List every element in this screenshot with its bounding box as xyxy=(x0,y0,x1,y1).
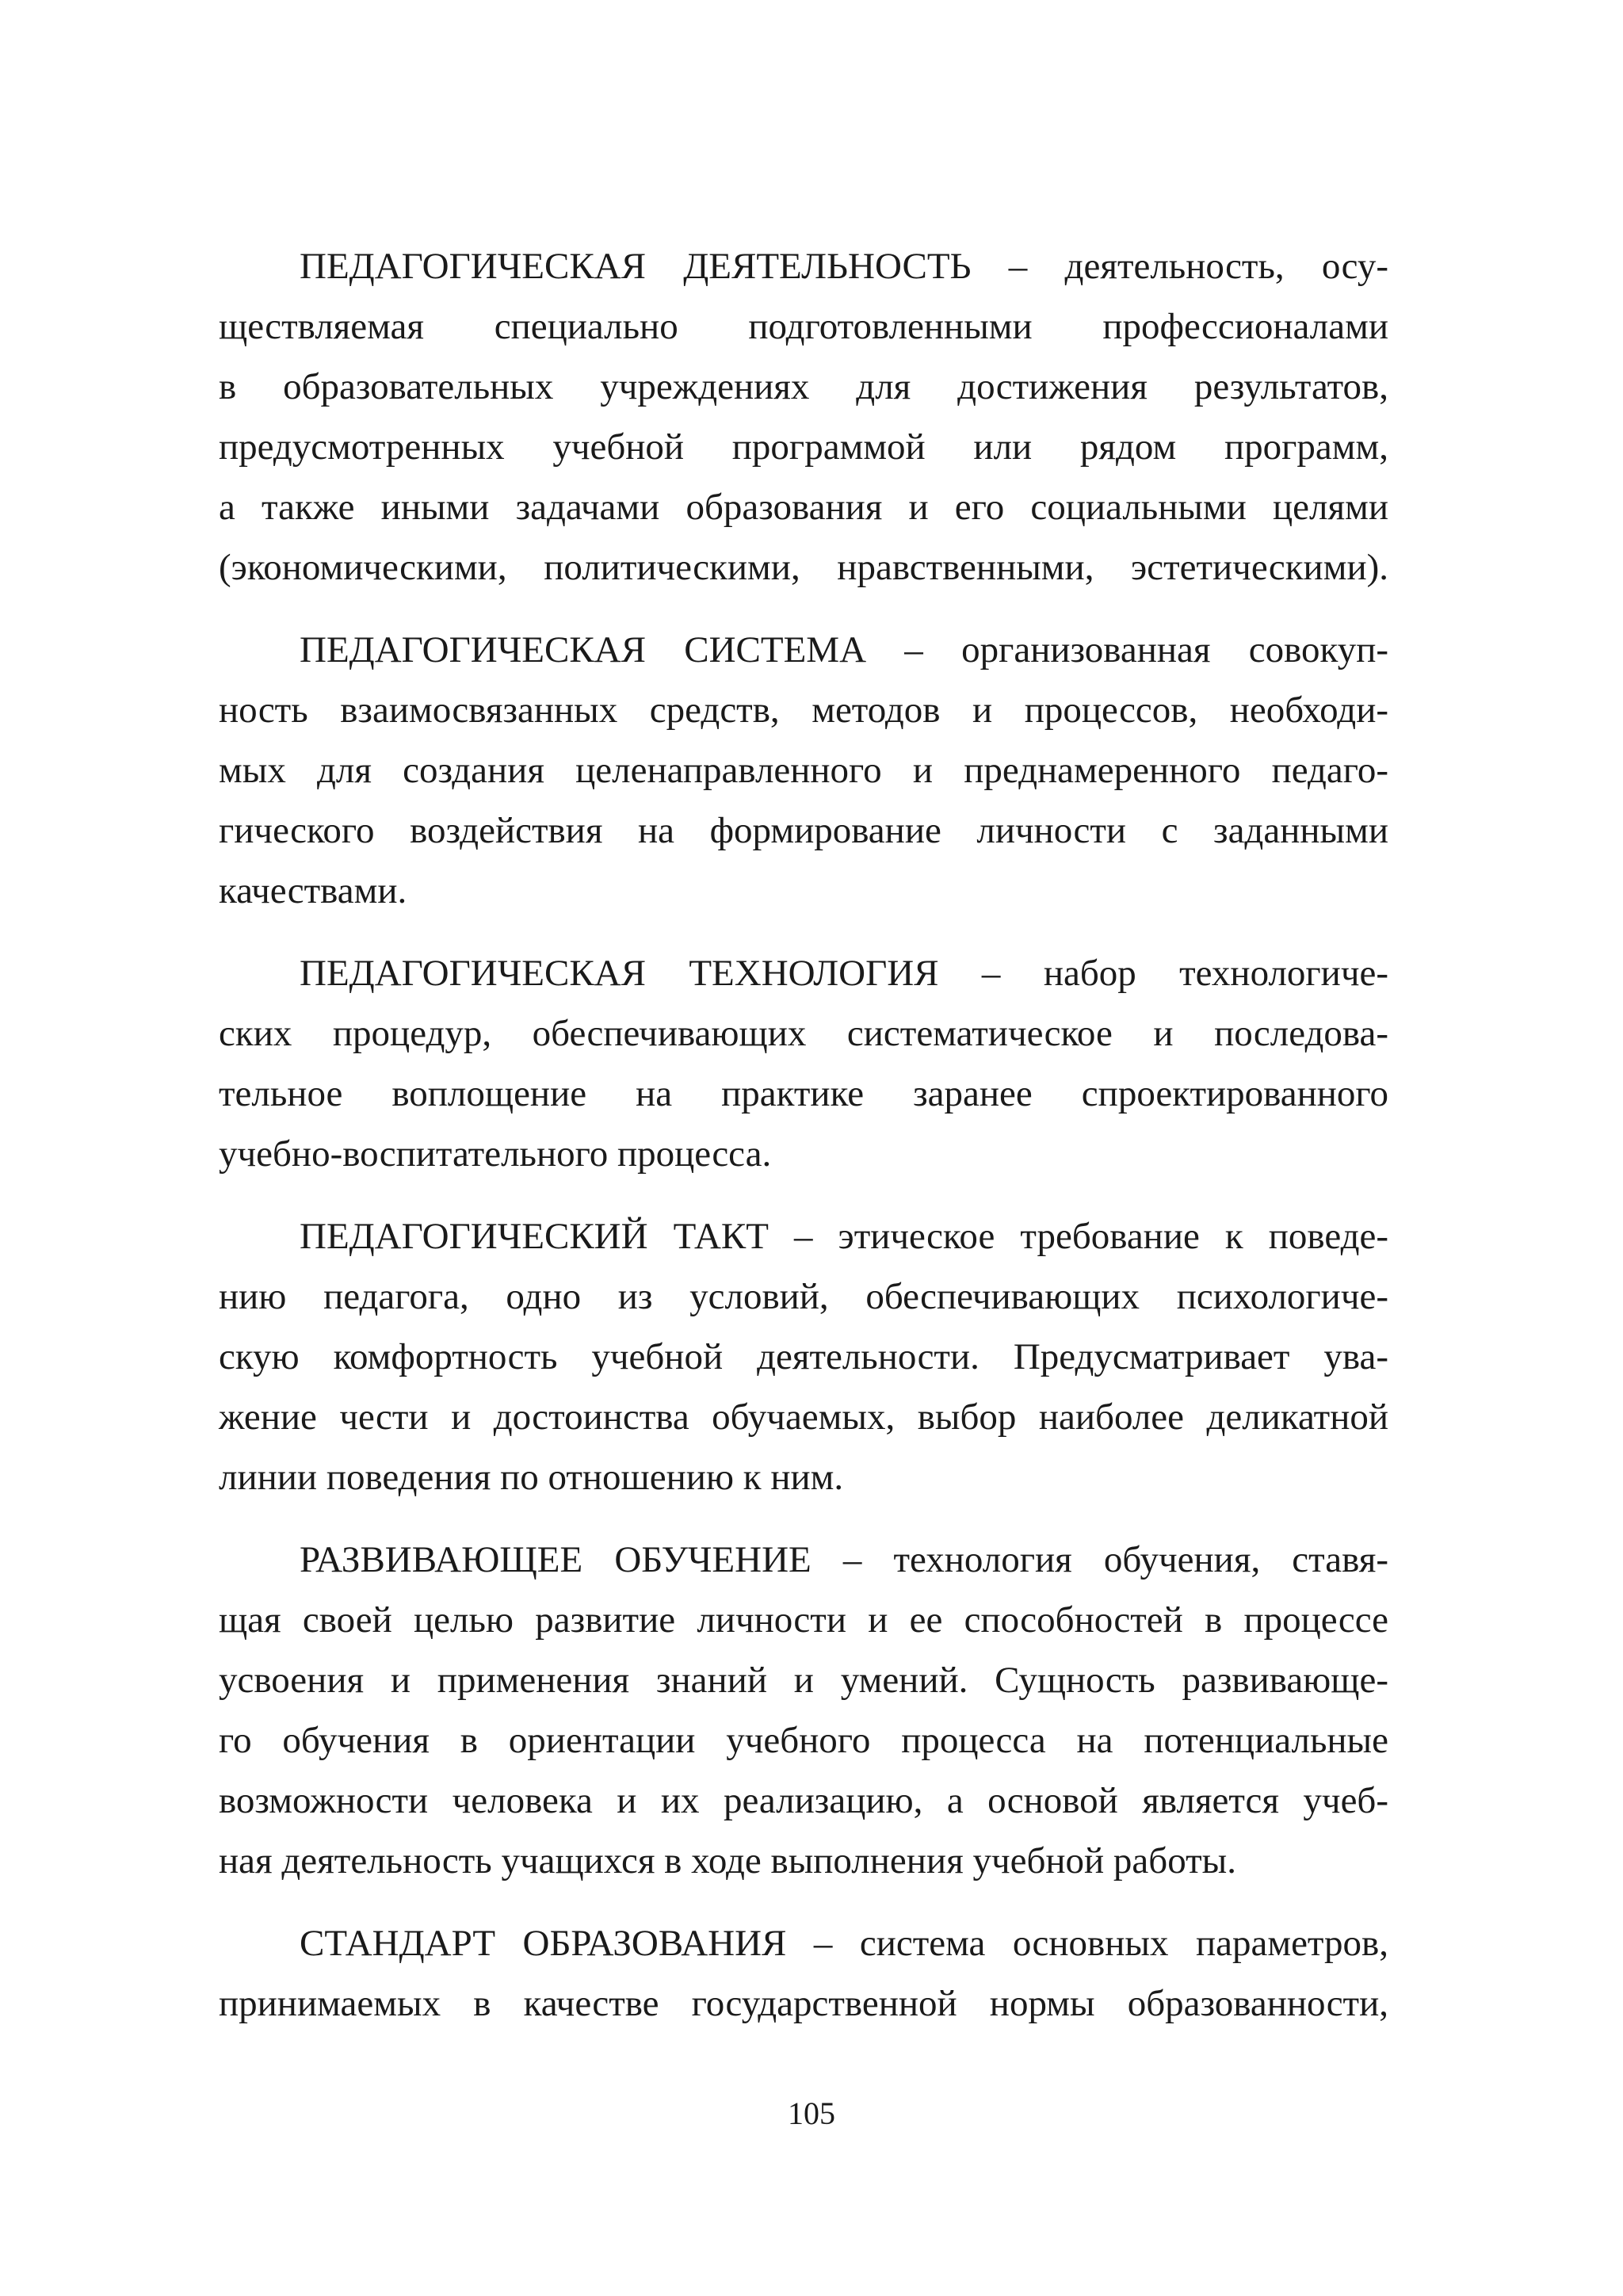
glossary-entry-pedagogical-system xyxy=(219,620,1388,921)
text-line: учебно-воспитательного процесса. xyxy=(219,1133,772,1175)
text-line: скую комфортность учебной деятельности. Предусматривает ува- xyxy=(219,1336,1388,1377)
text-line: линии поведения по отношению к ним. xyxy=(219,1457,844,1498)
text-line: ских процедур, обеспечивающих систематическое и последова- xyxy=(219,1013,1388,1054)
text-line: в образовательных учреждениях для достижения результатов, xyxy=(219,366,1388,407)
text-line: гического воздействия на формирование личности с заданными xyxy=(219,810,1388,851)
text-line: ПЕДАГОГИЧЕСКАЯ ТЕХНОЛОГИЯ – набор технологиче- xyxy=(300,953,1388,994)
text-line: ПЕДАГОГИЧЕСКАЯ СИСТЕМА – организованная совокуп- xyxy=(300,629,1388,670)
text-line: принимаемых в качестве государственной нормы образованности, xyxy=(219,1983,1388,2024)
text-line: (экономическими, политическими, нравственными, эстетическими). xyxy=(219,547,1388,588)
text-line: ная деятельность учащихся в ходе выполнения учебной работы. xyxy=(219,1840,1236,1881)
glossary-entry-pedagogical-tact xyxy=(219,1206,1388,1507)
text-line: СТАНДАРТ ОБРАЗОВАНИЯ – система основных параметров, xyxy=(300,1923,1388,1964)
text-line: жение чести и достоинства обучаемых, выбор наиболее деликатной xyxy=(219,1396,1388,1438)
text-line: РАЗВИВАЮЩЕЕ ОБУЧЕНИЕ – технология обучения, ставя- xyxy=(300,1539,1388,1580)
text-line: нию педагога, одно из условий, обеспечивающих психологиче- xyxy=(219,1276,1388,1317)
text-line: возможности человека и их реализацию, а основой является учеб- xyxy=(219,1780,1388,1821)
text-line: усвоения и применения знаний и умений. Сущность развивающе- xyxy=(219,1660,1388,1701)
page-body xyxy=(219,236,1388,2056)
text-line: тельное воплощение на практике заранее спроектированного xyxy=(219,1073,1388,1114)
text-line: предусмотренных учебной программой или рядом программ, xyxy=(219,426,1388,468)
text-line: го обучения в ориентации учебного процесса на потенциальные xyxy=(219,1720,1388,1761)
text-line: ПЕДАГОГИЧЕСКАЯ ДЕЯТЕЛЬНОСТЬ – деятельность, осу- xyxy=(300,246,1388,287)
text-line: мых для создания целенаправленного и преднамеренного педаго- xyxy=(219,750,1388,791)
text-line: ность взаимосвязанных средств, методов и процессов, необходи- xyxy=(219,690,1388,731)
glossary-entry-pedagogical-activity xyxy=(219,236,1388,598)
glossary-entry-education-standard xyxy=(219,1913,1388,2034)
text-line: качествами. xyxy=(219,870,407,911)
text-line: щая своей целью развитие личности и ее способностей в процессе xyxy=(219,1599,1388,1641)
page-number: 105 xyxy=(788,2095,835,2131)
text-line: ществляемая специально подготовленными профессионалами xyxy=(219,306,1388,347)
glossary-entry-pedagogical-technology xyxy=(219,943,1388,1184)
text-line: ПЕДАГОГИЧЕСКИЙ ТАКТ – этическое требование к поведе- xyxy=(300,1216,1388,1257)
text-line: а также иными задачами образования и его социальными целями xyxy=(219,487,1388,528)
glossary-entry-developmental-learning xyxy=(219,1530,1388,1891)
